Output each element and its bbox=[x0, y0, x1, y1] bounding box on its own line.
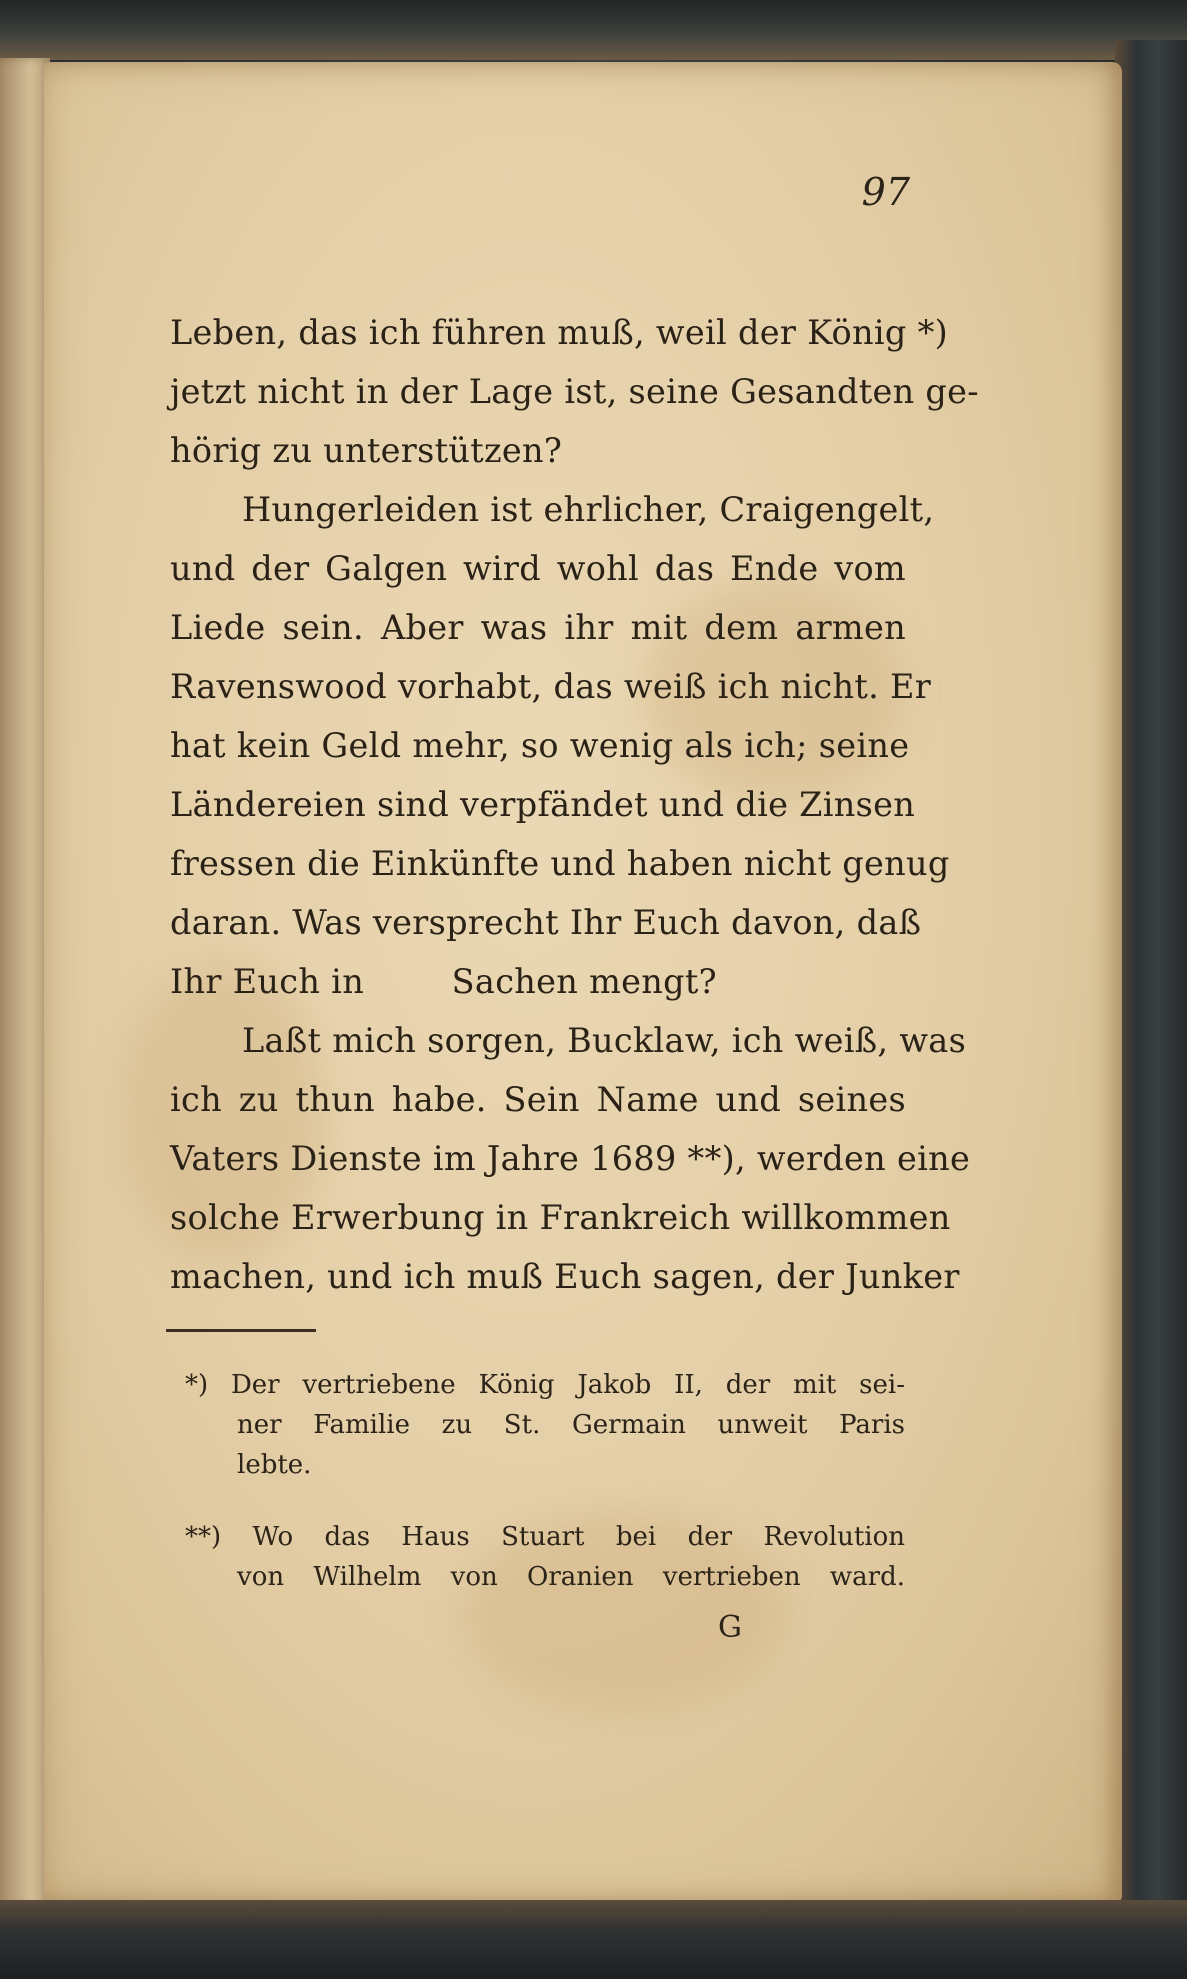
footnote-line: *) Der vertriebene König Jakob II, der mit sei- bbox=[185, 1370, 905, 1400]
text-line: jetzt nicht in der Lage ist, seine Gesandten ge- bbox=[170, 372, 979, 411]
text-line: Liede sein. Aber was ihr mit dem armen bbox=[170, 608, 906, 647]
footnote-line: lebte. bbox=[237, 1450, 312, 1480]
body-text bbox=[170, 303, 979, 1306]
footnote-line: **) Wo das Haus Stuart bei der Revolution bbox=[185, 1522, 905, 1552]
text-line: Ländereien sind verpfändet und die Zinsen bbox=[170, 785, 916, 824]
footnote-rule bbox=[166, 1329, 316, 1332]
text-line: Vaters Dienste im Jahre 1689 **), werden eine bbox=[170, 1139, 971, 1178]
text-line: solche Erwerbung in Frankreich willkommen bbox=[170, 1198, 951, 1237]
text-line: Hungerleiden ist ehrlicher, Craigengelt, bbox=[242, 490, 935, 529]
page-number: 97 bbox=[861, 170, 910, 214]
text-line: ich zu thun habe. Sein Name und seines bbox=[170, 1080, 906, 1119]
text-line: daran. Was versprecht Ihr Euch davon, daß bbox=[170, 903, 922, 942]
signature-mark: G bbox=[718, 1610, 742, 1645]
text-line: machen, und ich muß Euch sagen, der Junker bbox=[170, 1257, 960, 1296]
text-line: Ravenswood vorhabt, das weiß ich nicht. Er bbox=[170, 667, 932, 706]
footnote-line: ner Familie zu St. Germain unweit Paris bbox=[237, 1410, 905, 1440]
top-binding-edge bbox=[0, 0, 1187, 60]
book-cover-board bbox=[1115, 40, 1187, 1930]
text-line: hat kein Geld mehr, so wenig als ich; seine bbox=[170, 726, 910, 765]
text-line: hörig zu unterstützen? bbox=[170, 431, 563, 470]
bottom-edge bbox=[0, 1900, 1187, 1979]
gutter-edge bbox=[0, 58, 50, 1908]
footnote-line: von Wilhelm von Oranien vertrieben ward. bbox=[237, 1562, 905, 1592]
text-line: Laßt mich sorgen, Bucklaw, ich weiß, was bbox=[242, 1021, 967, 1060]
text-line: Leben, das ich führen muß, weil der König *) bbox=[170, 313, 949, 352]
footnotes bbox=[185, 1365, 905, 1597]
text-line: und der Galgen wird wohl das Ende vom bbox=[170, 549, 906, 588]
text-line: Ihr Euch in Sachen mengt? bbox=[170, 962, 717, 1001]
text-line: fressen die Einkünfte und haben nicht genug bbox=[170, 844, 950, 883]
